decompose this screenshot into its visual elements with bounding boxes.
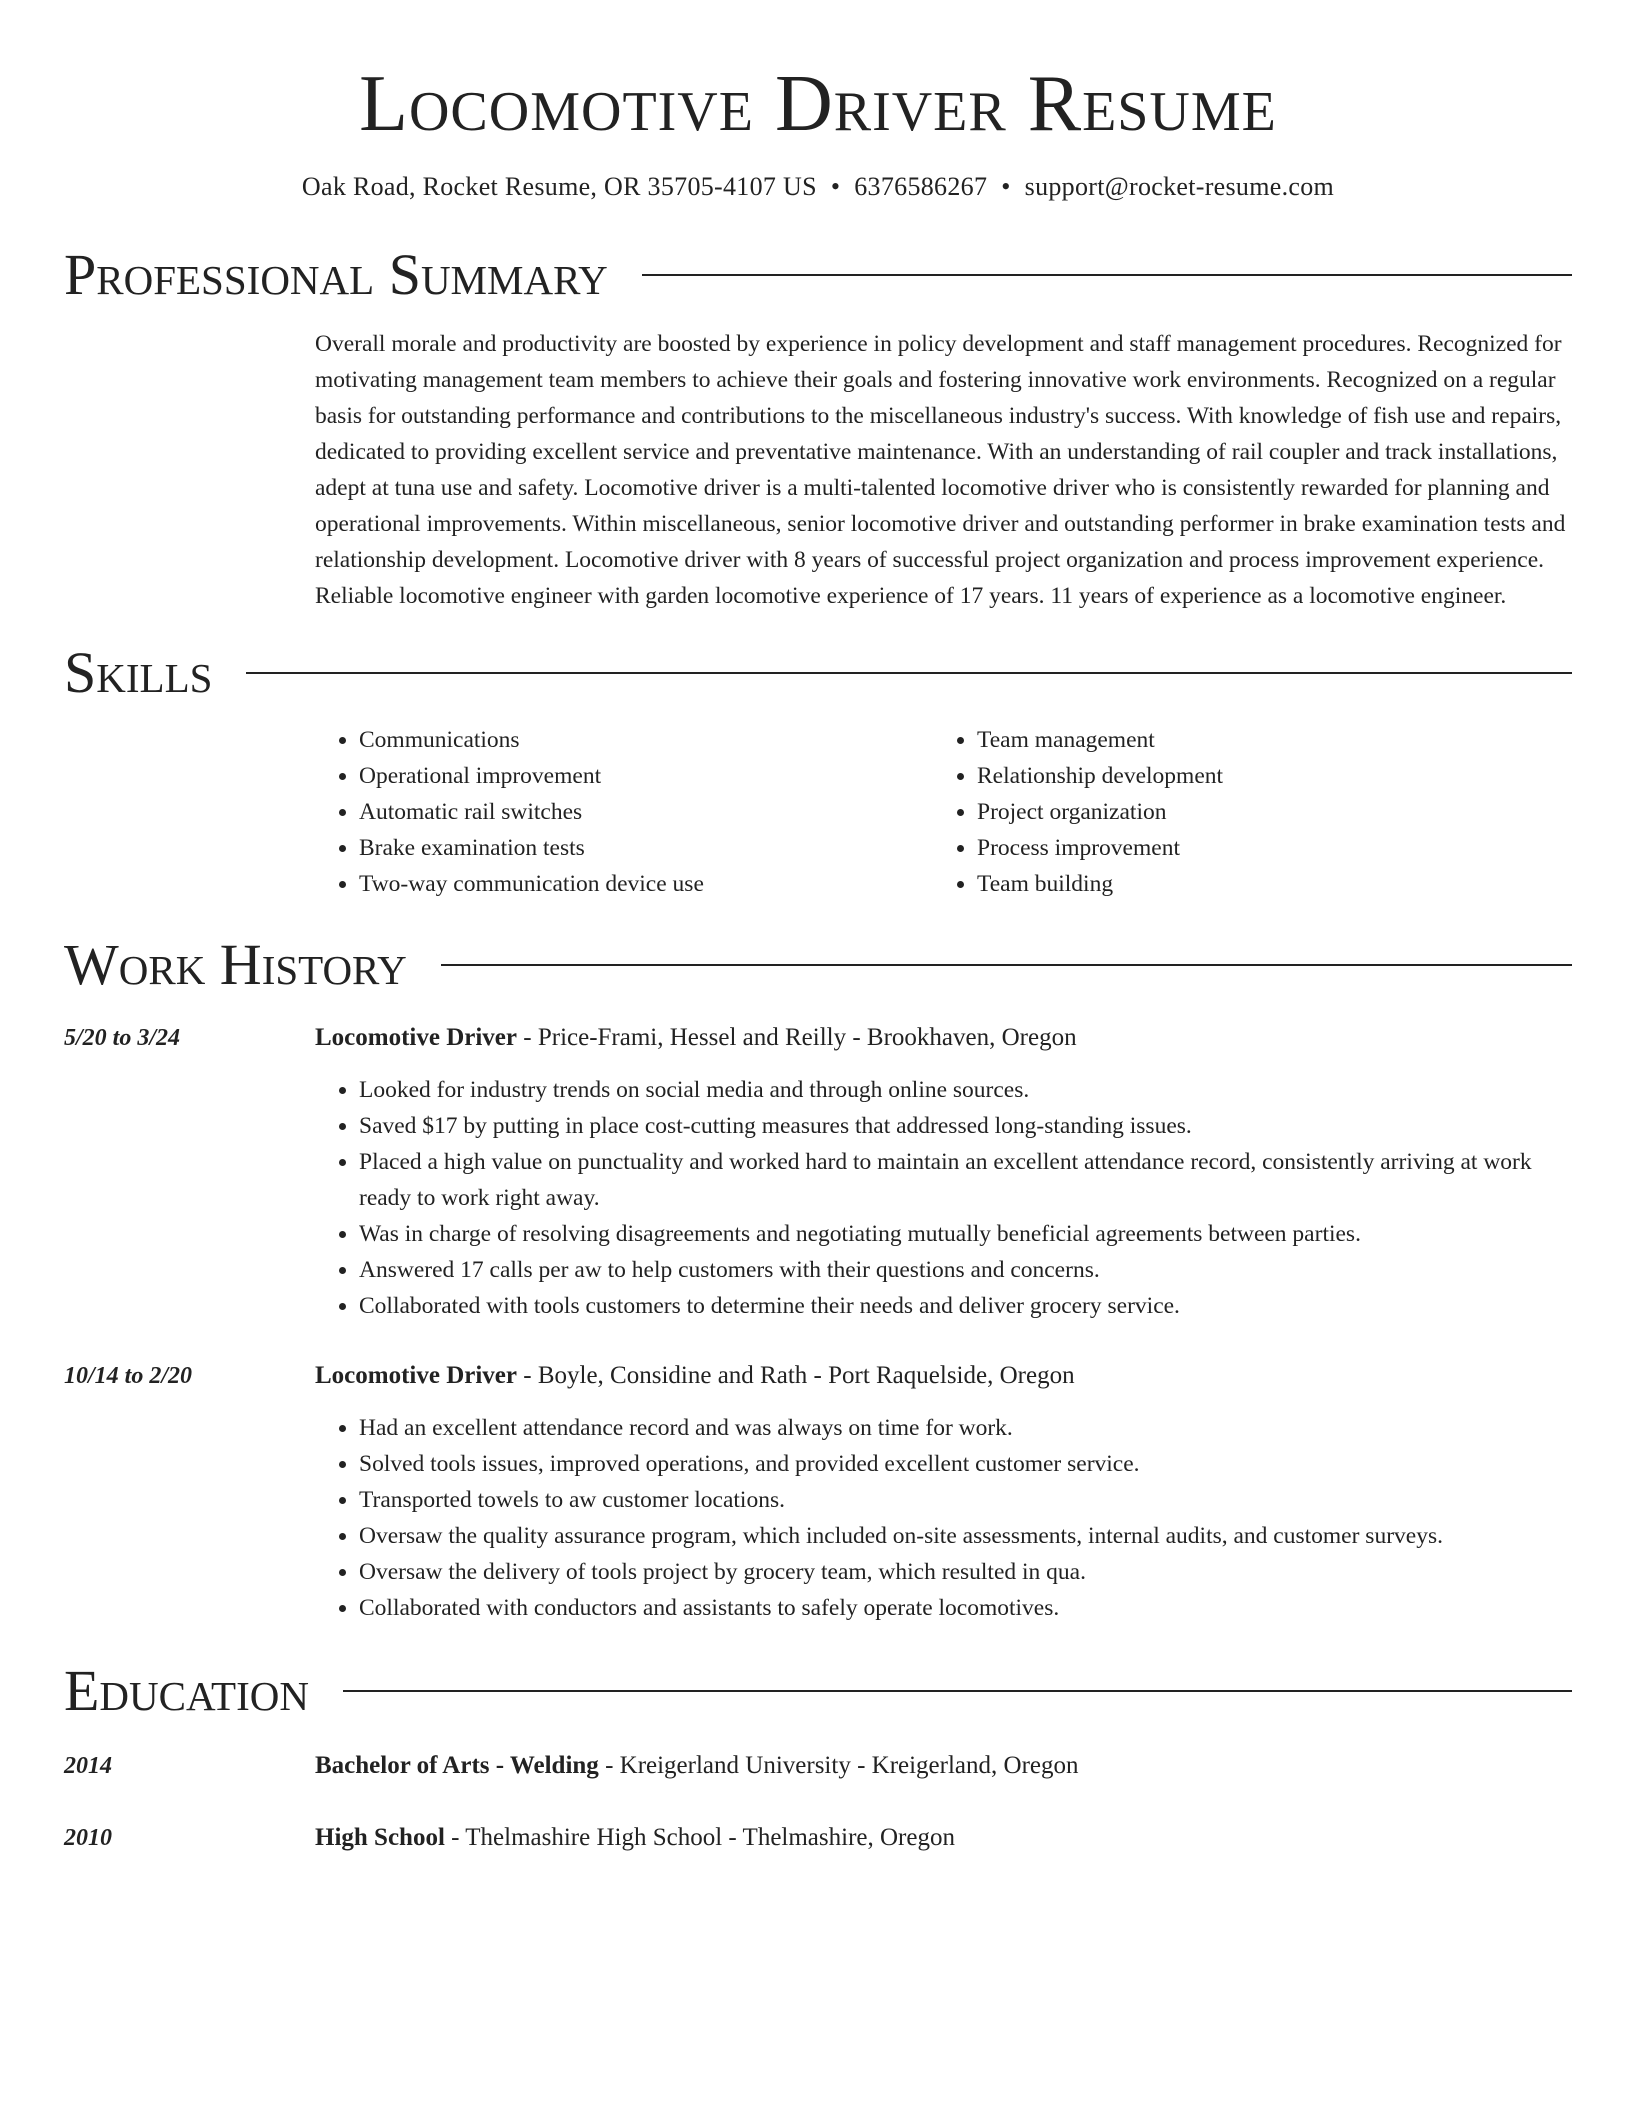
- job-employer: - Boyle, Considine and Rath - Port Raquelside, Oregon: [517, 1362, 1075, 1389]
- job-bullet: • Collaborated with conductors and assistants to safely operate locomotives.: [359, 1590, 1572, 1626]
- contact-separator: •: [1001, 172, 1011, 201]
- contact-separator: •: [830, 172, 841, 201]
- job-entry: [64, 1020, 1572, 1324]
- contact-address: Oak Road, Rocket Resume, OR 35705-4107 US: [301, 172, 817, 201]
- resume-page: [64, 0, 1572, 1856]
- job-bullet: • Collaborated with tools customers to determine their needs and deliver grocery service.: [359, 1288, 1572, 1324]
- education-entry: [64, 1748, 1572, 1784]
- job-bullets: [315, 1072, 1572, 1324]
- skills-heading: Skills: [64, 640, 213, 705]
- job-header: [315, 1020, 1572, 1056]
- work-heading: Work History: [64, 932, 407, 997]
- skill-item: • Communications: [359, 722, 933, 758]
- job-bullet: • Transported towels to aw customer locations.: [359, 1482, 1572, 1518]
- skills-column-right: [933, 722, 1551, 902]
- job-bullet: • Was in charge of resolving disagreements and negotiating mutually beneficial agreements between parties.: [359, 1216, 1572, 1252]
- job-body: [315, 1020, 1572, 1324]
- section-divider: [441, 964, 1572, 966]
- skill-item: • Team management: [977, 722, 1551, 758]
- skill-item: • Automatic rail switches: [359, 794, 933, 830]
- summary-text: Overall morale and productivity are boosted by experience in policy development and staff management procedures. Recognized for motivating management team members to achieve their goals and fostering innovative work environments. Recognized on a regular basis for outstanding performance and contributions to the miscellaneous industry's success. With knowledge of fish use and repairs, dedicated to providing excellent service and preventative maintenance. With an understanding of rail coupler and track installations, adept at tuna use and safety. Locomotive driver is a multi-talented locomotive driver who is consistently rewarded for planning and operational improvements. Within miscellaneous, senior locomotive driver and outstanding performer in brake examination tests and relationship development. Locomotive driver with 8 years of successful project organization and process improvement experience. Reliable locomotive engineer with garden locomotive experience of 17 years. 11 years of experience as a locomotive engineer.: [315, 331, 1566, 609]
- skill-item: • Project organization: [977, 794, 1551, 830]
- job-bullet: • Solved tools issues, improved operations, and provided excellent customer service.: [359, 1446, 1572, 1482]
- summary-heading: Professional Summary: [64, 242, 608, 307]
- education-school: - Kreigerland University - Kreigerland, Oregon: [598, 1752, 1079, 1779]
- education-details: [315, 1748, 1079, 1784]
- job-bullet: • Saved $17 by putting in place cost-cutting measures that addressed long-standing issues.: [359, 1108, 1572, 1144]
- skills-column-left: [315, 722, 933, 902]
- job-title: Locomotive Driver: [315, 1024, 518, 1051]
- education-entry: [64, 1820, 1572, 1856]
- skill-item: • Operational improvement: [359, 758, 933, 794]
- section-divider: [343, 1690, 1572, 1692]
- contact-email: support@rocket-resume.com: [1024, 172, 1335, 201]
- skill-item: • Brake examination tests: [359, 830, 933, 866]
- job-dates: 5/20 to 3/24: [64, 1025, 181, 1051]
- skill-item: • Process improvement: [977, 830, 1551, 866]
- job-title: Locomotive Driver: [315, 1362, 518, 1389]
- education-details: [315, 1820, 955, 1856]
- job-header: [315, 1358, 1572, 1394]
- education-school: - Thelmashire High School - Thelmashire, Oregon: [444, 1824, 955, 1851]
- contact-phone: 6376586267: [854, 172, 988, 201]
- job-bullet: • Oversaw the quality assurance program, which included on-site assessments, internal audits, and customer surveys.: [359, 1518, 1572, 1554]
- job-bullet: • Placed a high value on punctuality and worked hard to maintain an excellent attendance record, consistently arriving at work ready to work right away.: [359, 1144, 1572, 1216]
- job-bullet: • Looked for industry trends on social media and through online sources.: [359, 1072, 1572, 1108]
- education-year: 2014: [64, 1753, 112, 1779]
- education-year: 2010: [64, 1825, 112, 1851]
- education-degree: High School: [315, 1824, 445, 1851]
- education-section-header: [64, 1658, 1572, 1723]
- job-body: [315, 1358, 1572, 1626]
- skill-item: • Team building: [977, 866, 1551, 902]
- education-heading: Education: [64, 1658, 309, 1723]
- summary-section-header: [64, 242, 1572, 307]
- skill-item: • Relationship development: [977, 758, 1551, 794]
- job-bullets: [315, 1410, 1572, 1626]
- skill-item: • Two-way communication device use: [359, 866, 933, 902]
- job-bullet: • Had an excellent attendance record and was always on time for work.: [359, 1410, 1572, 1446]
- work-section-header: [64, 932, 1572, 997]
- section-divider: [246, 672, 1572, 674]
- resume-title: Locomotive Driver Resume: [359, 60, 1277, 148]
- contact-line: [64, 172, 1572, 202]
- job-bullet: • Answered 17 calls per aw to help customers with their questions and concerns.: [359, 1252, 1572, 1288]
- skills-list: [315, 722, 1572, 902]
- job-employer: - Price-Frami, Hessel and Reilly - Brookhaven, Oregon: [517, 1024, 1077, 1051]
- job-dates: 10/14 to 2/20: [64, 1363, 193, 1389]
- section-divider: [642, 274, 1572, 276]
- skills-section-header: [64, 640, 1572, 705]
- education-degree: Bachelor of Arts - Welding: [315, 1752, 599, 1779]
- job-bullet: • Oversaw the delivery of tools project by grocery team, which resulted in qua.: [359, 1554, 1572, 1590]
- job-entry: [64, 1358, 1572, 1626]
